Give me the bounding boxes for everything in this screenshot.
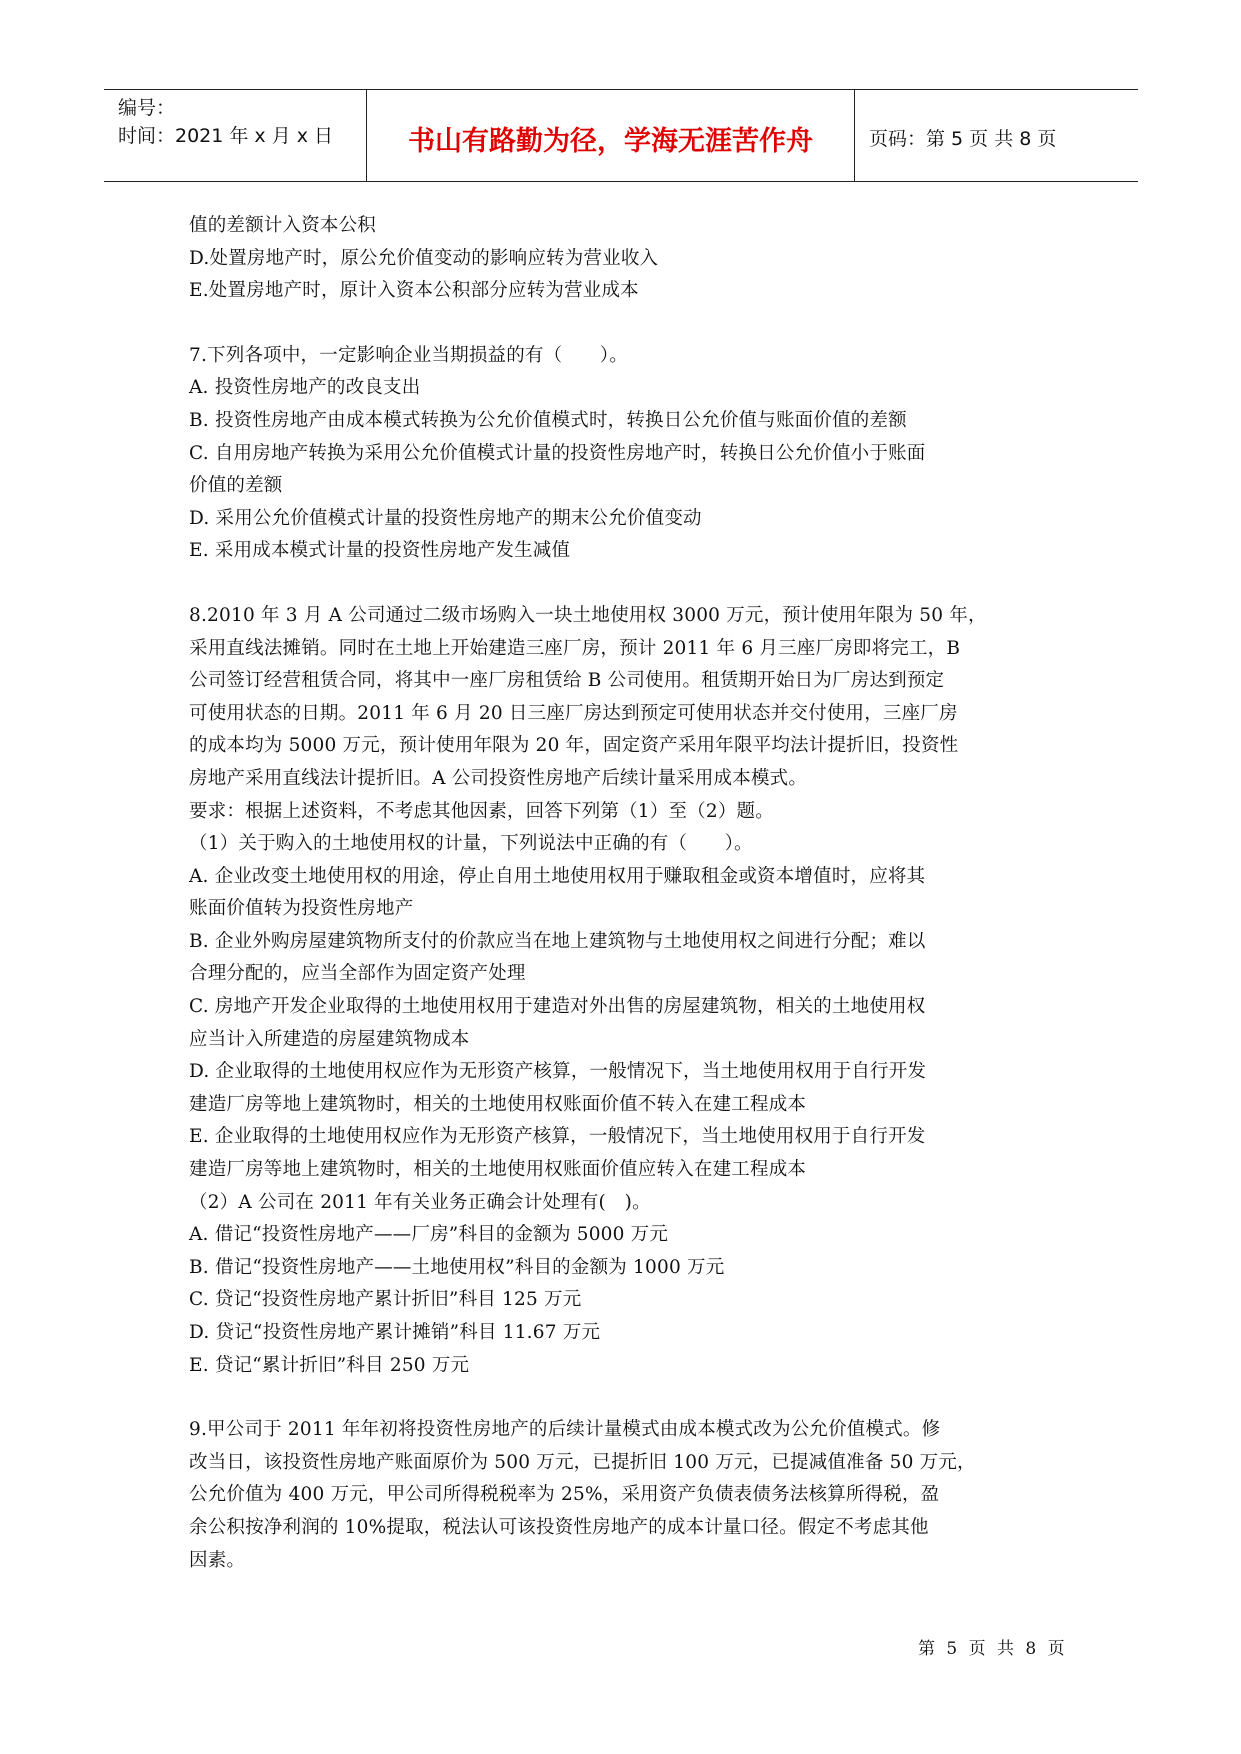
header-page-number: 页码：第 5 页 共 8 页 [869, 128, 1057, 150]
text-line: 余公积按净利润的 10%提取，税法认可该投资性房地产的成本计量口径。假定不考虑其他 [189, 1516, 929, 1538]
text-line: 账面价值转为投资性房地产 [189, 898, 414, 920]
text-line: 公允价值为 400 万元，甲公司所得税税率为 25%，采用资产负债表债务法核算所得税，盈 [189, 1484, 940, 1506]
header-meta [104, 90, 367, 181]
text-line: C. 自用房地产转换为采用公允价值模式计量的投资性房地产时，转换日公允价值小于账面 [189, 442, 926, 464]
text-line: 8.2010 年 3 月 A 公司通过二级市场购入一块土地使用权 3000 万元，预计使用年限为 50 年， [189, 604, 987, 626]
text-line: （2）A 公司在 2011 年有关业务正确会计处理有( )。 [189, 1191, 651, 1213]
text-line: 因素。 [189, 1549, 246, 1571]
text-line: 7.下列各项中，一定影响企业当期损益的有（ ）。 [189, 344, 628, 366]
text-line: B. 投资性房地产由成本模式转换为公允价值模式时，转换日公允价值与账面价值的差额 [189, 409, 907, 431]
document-body [189, 210, 1059, 1577]
text-line: 价值的差额 [189, 475, 283, 497]
text-line: D. 贷记“投资性房地产累计摊销”科目 11.67 万元 [189, 1322, 601, 1343]
text-line: 房地产采用直线法计提折旧。A 公司投资性房地产后续计量采用成本模式。 [189, 767, 808, 789]
text-line: 建造厂房等地上建筑物时，相关的土地使用权账面价值应转入在建工程成本 [189, 1159, 807, 1181]
text-line: 采用直线法摊销。同时在土地上开始建造三座厂房，预计 2011 年 6 月三座厂房即将完工，B [189, 637, 961, 659]
text-line: A. 借记“投资性房地产——厂房”科目的金额为 5000 万元 [189, 1224, 669, 1246]
document-time-label: 时间：2021 年 x 月 x 日 [118, 125, 334, 147]
text-line: 应当计入所建造的房屋建筑物成本 [189, 1028, 470, 1050]
text-line: D. 企业取得的土地使用权应作为无形资产核算，一般情况下，当土地使用权用于自行开发 [189, 1061, 927, 1083]
text-line: 公司签订经营租赁合同，将其中一座厂房租赁给 B 公司使用。租赁期开始日为厂房达到预定 [189, 670, 945, 692]
text-line: 9.甲公司于 2011 年年初将投资性房地产的后续计量模式由成本模式改为公允价值模式。修 [189, 1419, 941, 1441]
text-line: C. 房地产开发企业取得的土地使用权用于建造对外出售的房屋建筑物，相关的土地使用权 [189, 996, 926, 1018]
text-line: （1）关于购入的土地使用权的计量，下列说法中正确的有（ ）。 [189, 833, 753, 855]
text-line: 值的差额计入资本公积 [189, 215, 377, 236]
text-line: 要求：根据上述资料，不考虑其他因素，回答下列第（1）至（2）题。 [189, 800, 774, 822]
text-line: B. 借记“投资性房地产——土地使用权”科目的金额为 1000 万元 [189, 1256, 725, 1278]
text-line: 改当日，该投资性房地产账面原价为 500 万元，已提折旧 100 万元，已提减值准备 50 万元， [189, 1451, 976, 1473]
text-line: A. 企业改变土地使用权的用途，停止自用土地使用权用于赚取租金或资本增值时，应将其 [189, 865, 926, 887]
paragraph-gap [189, 568, 1059, 600]
text-line: B. 企业外购房屋建筑物所支付的价款应当在地上建筑物与土地使用权之间进行分配；难以 [189, 930, 926, 952]
header-motto: 书山有路勤为径，学海无涯苦作舟 [367, 90, 855, 181]
text-line: 可使用状态的日期。2011 年 6 月 20 日三座厂房达到预定可使用状态并交付使用，三座厂房 [189, 702, 958, 724]
text-line: 的成本均为 5000 万元，预计使用年限为 20 年，固定资产采用年限平均法计提折旧，投资性 [189, 735, 959, 757]
page-footer: 第 5 页 共 8 页 [918, 1639, 1068, 1659]
paragraph-gap [189, 308, 1059, 340]
text-line: C. 贷记“投资性房地产累计折旧”科目 125 万元 [189, 1289, 582, 1311]
text-line: E.处置房地产时，原计入资本公积部分应转为营业成本 [189, 280, 639, 302]
document-number-label: 编号： [118, 97, 176, 119]
text-line: D. 采用公允价值模式计量的投资性房地产的期末公允价值变动 [189, 507, 702, 529]
text-line: 合理分配的，应当全部作为固定资产处理 [189, 963, 526, 985]
text-line: D.处置房地产时，原公允价值变动的影响应转为营业收入 [189, 247, 659, 269]
text-line: E. 企业取得的土地使用权应作为无形资产核算，一般情况下，当土地使用权用于自行开发 [189, 1126, 926, 1148]
paragraph-gap [189, 1382, 1059, 1414]
text-line: A. 投资性房地产的改良支出 [189, 377, 421, 399]
page-header [104, 89, 1138, 182]
text-line: 建造厂房等地上建筑物时，相关的土地使用权账面价值不转入在建工程成本 [189, 1093, 807, 1115]
text-line: E. 贷记“累计折旧”科目 250 万元 [189, 1354, 470, 1376]
text-line: E. 采用成本模式计量的投资性房地产发生减值 [189, 540, 571, 562]
